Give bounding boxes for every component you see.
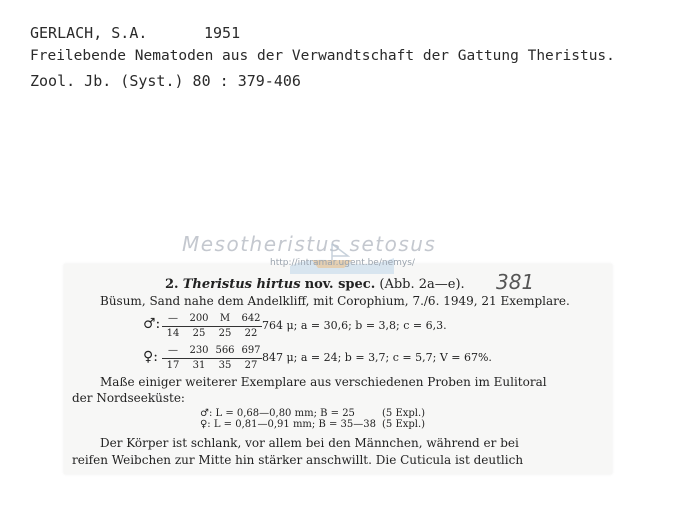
female-symbol: ♀:: [143, 349, 158, 365]
female-top-3: 566: [215, 345, 235, 356]
male-bottom-2: 25: [192, 328, 206, 339]
citation-reference: Zool. Jb. (Syst.) 80 : 379-406: [30, 72, 301, 90]
female-top-1: —: [168, 345, 178, 356]
female-top-2: 230: [189, 345, 209, 356]
locality-line: Büsum, Sand nahe dem Andelkliff, mit Corophium, 7./6. 1949, 21 Exemplare.: [100, 294, 570, 308]
species-heading: [165, 277, 465, 292]
female-measurements: 847 μ; a = 24; b = 3,7; c = 5,7; V = 67%.: [262, 351, 492, 364]
handwritten-note: Mesotheristus setosus: [182, 232, 437, 256]
female-bottom-3: 35: [218, 360, 232, 371]
paragraph-1-line-1: Maße einiger weiterer Exemplare aus verschiedenen Proben im Eulitoral: [100, 375, 547, 389]
male-measurements: 764 μ; a = 30,6; b = 3,8; c = 6,3.: [262, 319, 447, 332]
female-bottom-2: 31: [192, 360, 206, 371]
male-bottom-3: 25: [218, 328, 232, 339]
male-top-4: 642: [241, 313, 261, 324]
species-name: Theristus hirtus: [182, 277, 301, 292]
male-symbol: ♂:: [143, 316, 161, 332]
female-fraction-rule: [162, 358, 262, 359]
citation-title: Freilebende Nematoden aus der Verwandtschaft der Gattung Theristus.: [30, 48, 615, 64]
female-specimen-count: (5 Expl.): [382, 419, 426, 430]
male-fraction-rule: [162, 326, 262, 327]
citation-year: 1951: [204, 24, 241, 42]
paragraph-2-line-2: reifen Weibchen zur Mitte hin stärker anschwillt. Die Cuticula ist deutlich: [72, 453, 524, 467]
male-bottom-4: 22: [244, 328, 258, 339]
citation-author: GERLACH, S.A.: [30, 24, 148, 42]
female-range: ♀: L = 0,81—0,91 mm; B = 35—38: [200, 419, 376, 430]
female-top-4: 697: [241, 345, 261, 356]
paragraph-2-line-1: Der Körper ist schlank, vor allem bei den Männchen, während er bei: [100, 436, 519, 450]
nov-spec-label: nov. spec.: [304, 277, 376, 292]
male-top-3: M: [219, 313, 231, 324]
watermark-url: http://intramar.ugent.be/nemys/: [270, 258, 415, 268]
male-top-2: 200: [189, 313, 209, 324]
female-bottom-1: 17: [166, 360, 180, 371]
heading-number: 2.: [165, 277, 179, 292]
male-bottom-1: 14: [166, 328, 180, 339]
handwritten-page-number: 381: [496, 270, 535, 294]
paragraph-1-line-2: der Nordseeküste:: [72, 391, 185, 405]
male-specimen-count: (5 Expl.): [382, 408, 426, 419]
male-top-1: —: [168, 313, 178, 324]
figure-reference: (Abb. 2a—e).: [379, 277, 465, 292]
female-bottom-4: 27: [244, 360, 258, 371]
male-range: ♂: L = 0,68—0,80 mm; B = 25: [200, 408, 355, 419]
